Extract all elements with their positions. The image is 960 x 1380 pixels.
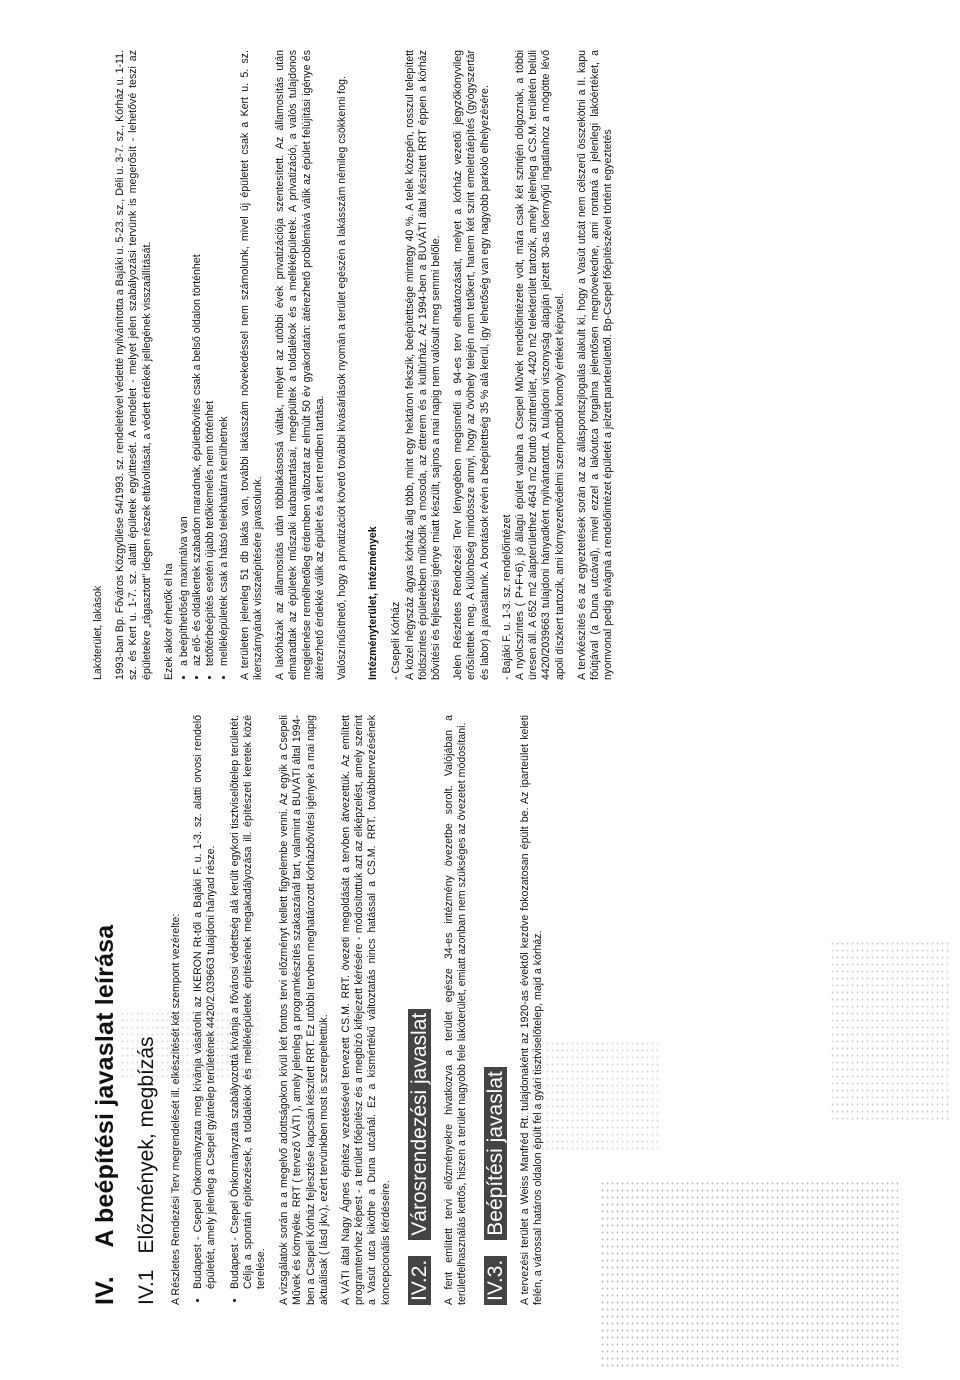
section-number: IV.1 — [135, 1269, 158, 1305]
item-label: - Bajáki F. u. 1-3. sz. rendelőintézet — [500, 514, 513, 680]
list-item: • melléképületek csak a hátsó telekhatárra kerülhetnek — [218, 50, 231, 666]
paragraph: A nyolcszintes ( P+F+6), jó állagú épület valaha a Csepel Művek rendelőintézete volt, mára csak két szintjén dolgoznak, a többi üresen áll. A 652 m2 alapterülethez 4643 m2 bruttó szintterület, 4420 m2 telekterület tartozik, amely jelenleg a CS.M. területén belüli 4420/2039663 tulajdoni hányadként nyilvántartott. A tulajdoni viszonyság alapján jelzett 30-as lóernyőjű ingatlanhoz a mögötte lévő apoli díszkert tartozik, ami környezetvédelmi szempontból komoly értéket képvisel. — [514, 50, 566, 680]
paragraph: Jelen Részletes Rendezési Terv lényegében megismétli a 94-es terv elhatározásait, melyet a kórház vezetői jegyzőkönyvileg erősítettek meg. A különbség mindössze annyi, hogy az övöhely telején nem tetőkert, hanem két szint emeletráépítés (gyógyszertár és labor) a javaslatunk. A bontások révén a beépítettség 35 % alá kerül, így lehetőség van egy nagyobb parkoló elhelyezésére. — [452, 50, 491, 680]
section-heading-3 — [483, 715, 509, 1305]
list-item: • tetőtérbeépítés esetén újabb tetőkiemelés nem történhet — [204, 50, 217, 666]
paragraph: A közel négyszáz ágyas kórház alig több, mint egy hektáron fekszik, beépítettsége mintegy 40 %. A telek közepén, rosszul telepített földszintes épületekben működik a mosoda, az étterem és a kultúrház. Az 1994-ben a BUVÁTI által készített RRT éppen a kórház bővítési és fejlesztési igénye miatt készült, sajnos a mai napig nem valósult meg semmi belőle. — [403, 50, 443, 680]
paragraph: A lakóházak az államosítás után többlakásossá váltak, melyet az utóbbi évek privatizációja szentesített. Az államosítás után elmaradtak az épületek műszaki karbantartásai, megépültek a toldalékok és a melléképületek. A privatizáció, a valós tulajdonos megjelenése remélhetőleg érdemben változtat az elmúlt 50 év gyakorlatán: átérezhető problémává válik az épület felújítási igénye és átérezhető érdekké válik az épület és a kert rendben tartása. — [274, 50, 326, 680]
intro-paragraph: A Részletes Rendezési Terv megrendelését ill. elkészítését két szempont vezérelte: — [170, 913, 182, 1305]
chapter-number: IV. — [91, 1276, 119, 1305]
reasons-list — [192, 715, 268, 1305]
section-heading-2 — [407, 715, 433, 1305]
chapter-heading — [90, 715, 120, 1305]
paragraph: A tervezési terület a Weiss Manfréd Rt. tulajdonaként az 1920-as évektől kezdve fokozatosan épült be. Az iparteület keleti felén, a várossal határos oldalon épült fel a gyári tisztviselőtelep, majd a kórház. — [519, 715, 545, 1305]
chapter-title: A beépítési javaslat leírása — [91, 924, 119, 1248]
paragraph: A VÁTI által Nagy Ágnes építész vezetésével tervezett CS.M. RRT. övezeti megoldását a tervben átvezettük. Az említett programtervhez képest - a terület főépítész és a megbízó kifejezett kérésére - módosítottuk azt az elképzelést, amely szerint a Vasút utca kiköthe a Duna utcánál. Ez a kismértékű változtatás nincs hatással a CS.M. RRT. továbbtervezésének koncepcionális kérdéseire. — [340, 715, 392, 1305]
paragraph: A területen jelenleg 51 db lakás van, további lakásszám növekedéssel nem számolunk, mivel új épületet csak a Kert u. 5. sz. ikerszárnyának visszaépítésére javasolunk. — [238, 50, 265, 680]
list-item: • a beépíthetőség maximálva van — [178, 50, 191, 666]
section-number: IV.3. — [484, 1256, 507, 1305]
section-title: Városrendezési javaslat — [408, 1009, 431, 1240]
item-label: - Csepeli Kórház — [390, 601, 403, 680]
subheading-residential: Lakóterület, lakások — [92, 585, 104, 680]
section-number: IV.2. — [408, 1256, 431, 1305]
paragraph: 1993-ban Bp. Főváros Közgyűlése 54/1993. sz. rendeletével védetté nyilvánította a Bajáki u. 5-23. sz., Déli u. 3-7. sz., Kórház u. 1-11. sz. és Kert u. 1-7. sz. alatti épületek együttesét. A rendelet - melyet jelen szabályozási tervünk is megerősít - lehetővé teszi az épületekre „rágasztott" idegen részek eltávolítását, a védett értékek jellegének visszaállítását. — [114, 50, 153, 680]
paragraph: A tervkészítés és az egyeztetések során az az álláspontszjlogalás alakult ki, hogy a Vasút utcát nem célszerű összekötni a II. kapu főútjával (a Duna utcával), mivel ezzel a lakóutca forgalma jelentősen megnövekedne, ami rontaná a jelenlegi lakóértéket, a nyomvonal pedig elvágná a rendelőintézet épületét a jelzett parkterülettől. Bp-Csepel főépítészével történt egyeztetés — [575, 50, 615, 680]
right-column — [0, 50, 960, 680]
list-item: • Budapest - Csepel Önkormányzata meg kívánja vásárolni az IKERON Rt-től a Bajáki F. u. 1-3. sz. alatti orvosi rendelő épületét, amely jelenleg a Csepel gyártelep területének 4420/2.039663 tulajdoni hányad része. — [192, 715, 218, 1289]
paragraph: Ezek akkor érhetők el ha — [162, 563, 175, 680]
section-title: Előzmények, megbízás — [135, 1036, 158, 1254]
list-item: • Budapest - Csepel Önkormányzata szabályozottá kívánja a fővárosi védettség alá került egykori tisztviselőtelep területét. Célja a spontán építkezések, a toldalékok és melléképületek építésének megakadályozása ill. építészeti keretek közé terelése. — [229, 715, 269, 1289]
paragraph: A vizsgálatok során a a megelvő adottságokon kívül két fontos tervi előzményt kellett figyelembe venni. Az egyik a Csepeli Művek és környéke. RRT ( tervező VÁTI ), amely jelenleg a programkészítés szakaszánál tart, valamint a BUVÁTI által 1994-ben a Csepeli Kórház fejlesztése kapcsán készített RRT. Ez utóbbi tervben meghatározott kórházbővítési igények a mai napig aktuálisak ( lásd jkv.), ezért tervünkben most is szerepeltettük. — [278, 715, 330, 1305]
section-title: Beépítési javaslat — [484, 1067, 507, 1240]
subheading-institutions: Intézményterület, intézmények — [367, 526, 380, 680]
section-heading-1 — [134, 715, 160, 1305]
paragraph: Valószínűsíthető, hogy a privatizációt követő további kivásárlások nyomán a terület egészén a lakásszám némileg csökkenni fog. — [336, 76, 349, 680]
list-item: • az elő- és oldalkertek szabadon maradnak, épületbővítés csak a belső oldalon történhet — [191, 50, 204, 666]
conditions-list — [178, 50, 231, 680]
paragraph: A fent említett tervi előzményekre hivatkozva a terület egésze 34-es intézmény övezetbe sorolt. Valójában a területfelhasználás kettős, hiszen a terület nagyobb fele lakóterület, emiatt azonban nem szükséges az övezetet módosítani. — [442, 715, 469, 1305]
left-column — [0, 715, 960, 1305]
